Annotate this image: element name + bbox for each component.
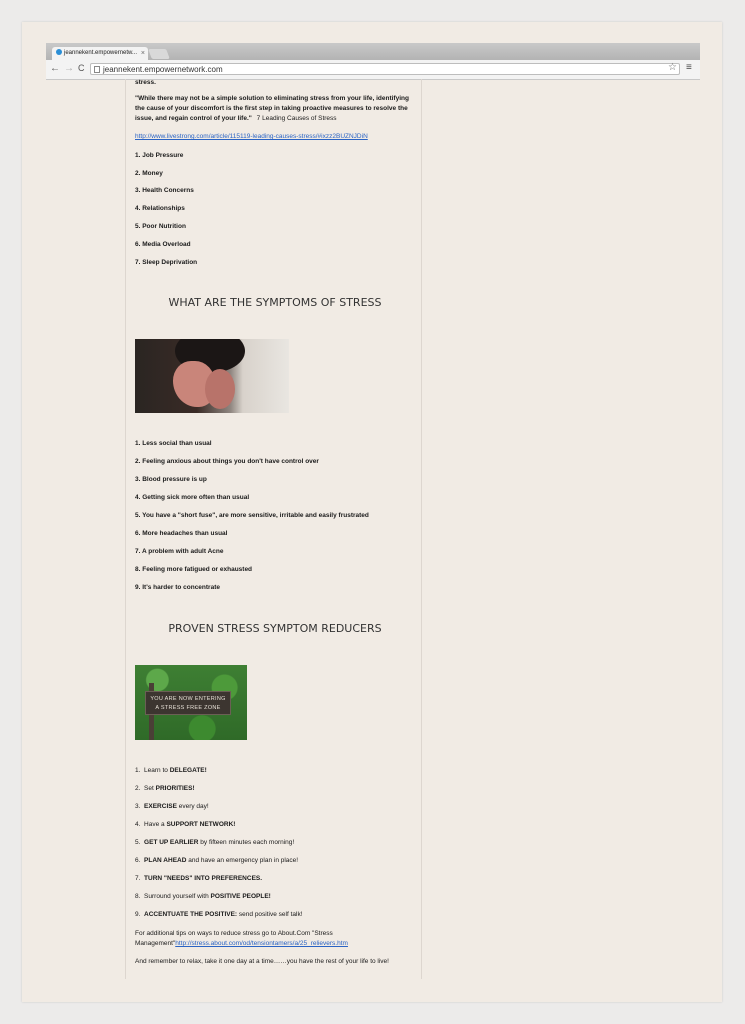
list-item: 9. It's harder to concentrate [135,584,220,591]
tips-text-2: Management" [135,940,176,947]
browser-tab[interactable] [52,47,148,60]
tips-link[interactable]: http://stress.about.com/od/tensiontamers/a/25_relievers.htm [175,940,348,947]
list-item: 3. EXERCISE every day! [135,803,209,810]
list-item: 5. GET UP EARLIER by fifteen minutes each morning! [135,839,295,846]
list-item: 6. PLAN AHEAD and have an emergency plan in place! [135,857,299,864]
bookmark-star-icon[interactable]: ☆ [668,62,677,73]
back-arrow-icon[interactable]: ← [50,63,60,74]
text-fragment: stress. [135,79,156,86]
reducers-heading: PROVEN STRESS SYMPTOM REDUCERS [168,622,382,635]
list-item: 6. More headaches than usual [135,530,228,537]
list-item: 5. You have a "short fuse", are more sensitive, irritable and easily frustrated [135,512,369,519]
list-item: 6. Media Overload [135,241,191,248]
favicon-icon [56,49,62,55]
list-item: 4. Have a SUPPORT NETWORK! [135,821,236,828]
list-item: 1. Job Pressure [135,152,184,159]
list-item: 4. Getting sick more often than usual [135,494,250,501]
tab-strip [46,43,700,60]
list-item: 2. Set PRIORITIES! [135,785,195,792]
list-item: 2. Feeling anxious about things you don't have control over [135,458,319,465]
list-item: 2. Money [135,170,163,177]
list-item: 8. Feeling more fatigued or exhausted [135,566,253,573]
list-item: 4. Relationships [135,205,185,212]
browser-window [46,43,700,79]
browser-toolbar [46,60,700,80]
list-item: 5. Poor Nutrition [135,223,186,230]
list-item: 9. ACCENTUATE THE POSITIVE: send positive self talk! [135,911,303,918]
source-link[interactable]: http://www.livestrong.com/article/115119-leading-causes-stress/#ixzz2BUZNJDiN [135,133,368,140]
url-text: jeannekent.empowernetwork.com [103,65,223,74]
tab-title: jeannekent.empowernetw... [64,50,138,56]
sign-text: YOU ARE NOW ENTERING A STRESS FREE ZONE [145,691,231,715]
stress-free-zone-image [135,665,247,740]
close-tab-icon[interactable]: × [140,50,145,57]
tips-text: For additional tips on ways to reduce stress go to About.Com "Stress [135,930,333,937]
list-item: 7. A problem with adult Acne [135,548,224,555]
list-item: 1. Learn to DELEGATE! [135,767,207,774]
stressed-person-image [135,339,289,413]
page-icon [94,66,100,73]
address-bar[interactable] [90,63,680,75]
list-item: 1. Less social than usual [135,440,212,447]
list-item: 8. Surround yourself with POSITIVE PEOPLE! [135,893,271,900]
reload-icon[interactable]: C [78,63,85,73]
list-item: 3. Blood pressure is up [135,476,207,483]
quote-text: "While there may not be a simple solution to eliminating stress from your life, identifying the cause of your discomfort is the first step in taking proactive measures to resolve the issue, and regain control of your life." [135,95,409,122]
list-item: 7. Sleep Deprivation [135,259,198,266]
menu-icon[interactable]: ≡ [686,62,692,73]
quote-source: 7 Leading Causes of Stress [256,115,337,122]
closing-text: And remember to relax, take it one day at a time……you have the rest of your life to live! [135,958,389,965]
list-item: 7. TURN "NEEDS" INTO PREFERENCES. [135,875,263,882]
quote-block [135,94,413,124]
tips-paragraph [135,929,415,949]
new-tab-button[interactable] [148,49,170,59]
forward-arrow-icon[interactable]: → [64,63,74,74]
list-item: 3. Health Concerns [135,187,194,194]
symptoms-heading: WHAT ARE THE SYMPTOMS OF STRESS [168,296,382,309]
